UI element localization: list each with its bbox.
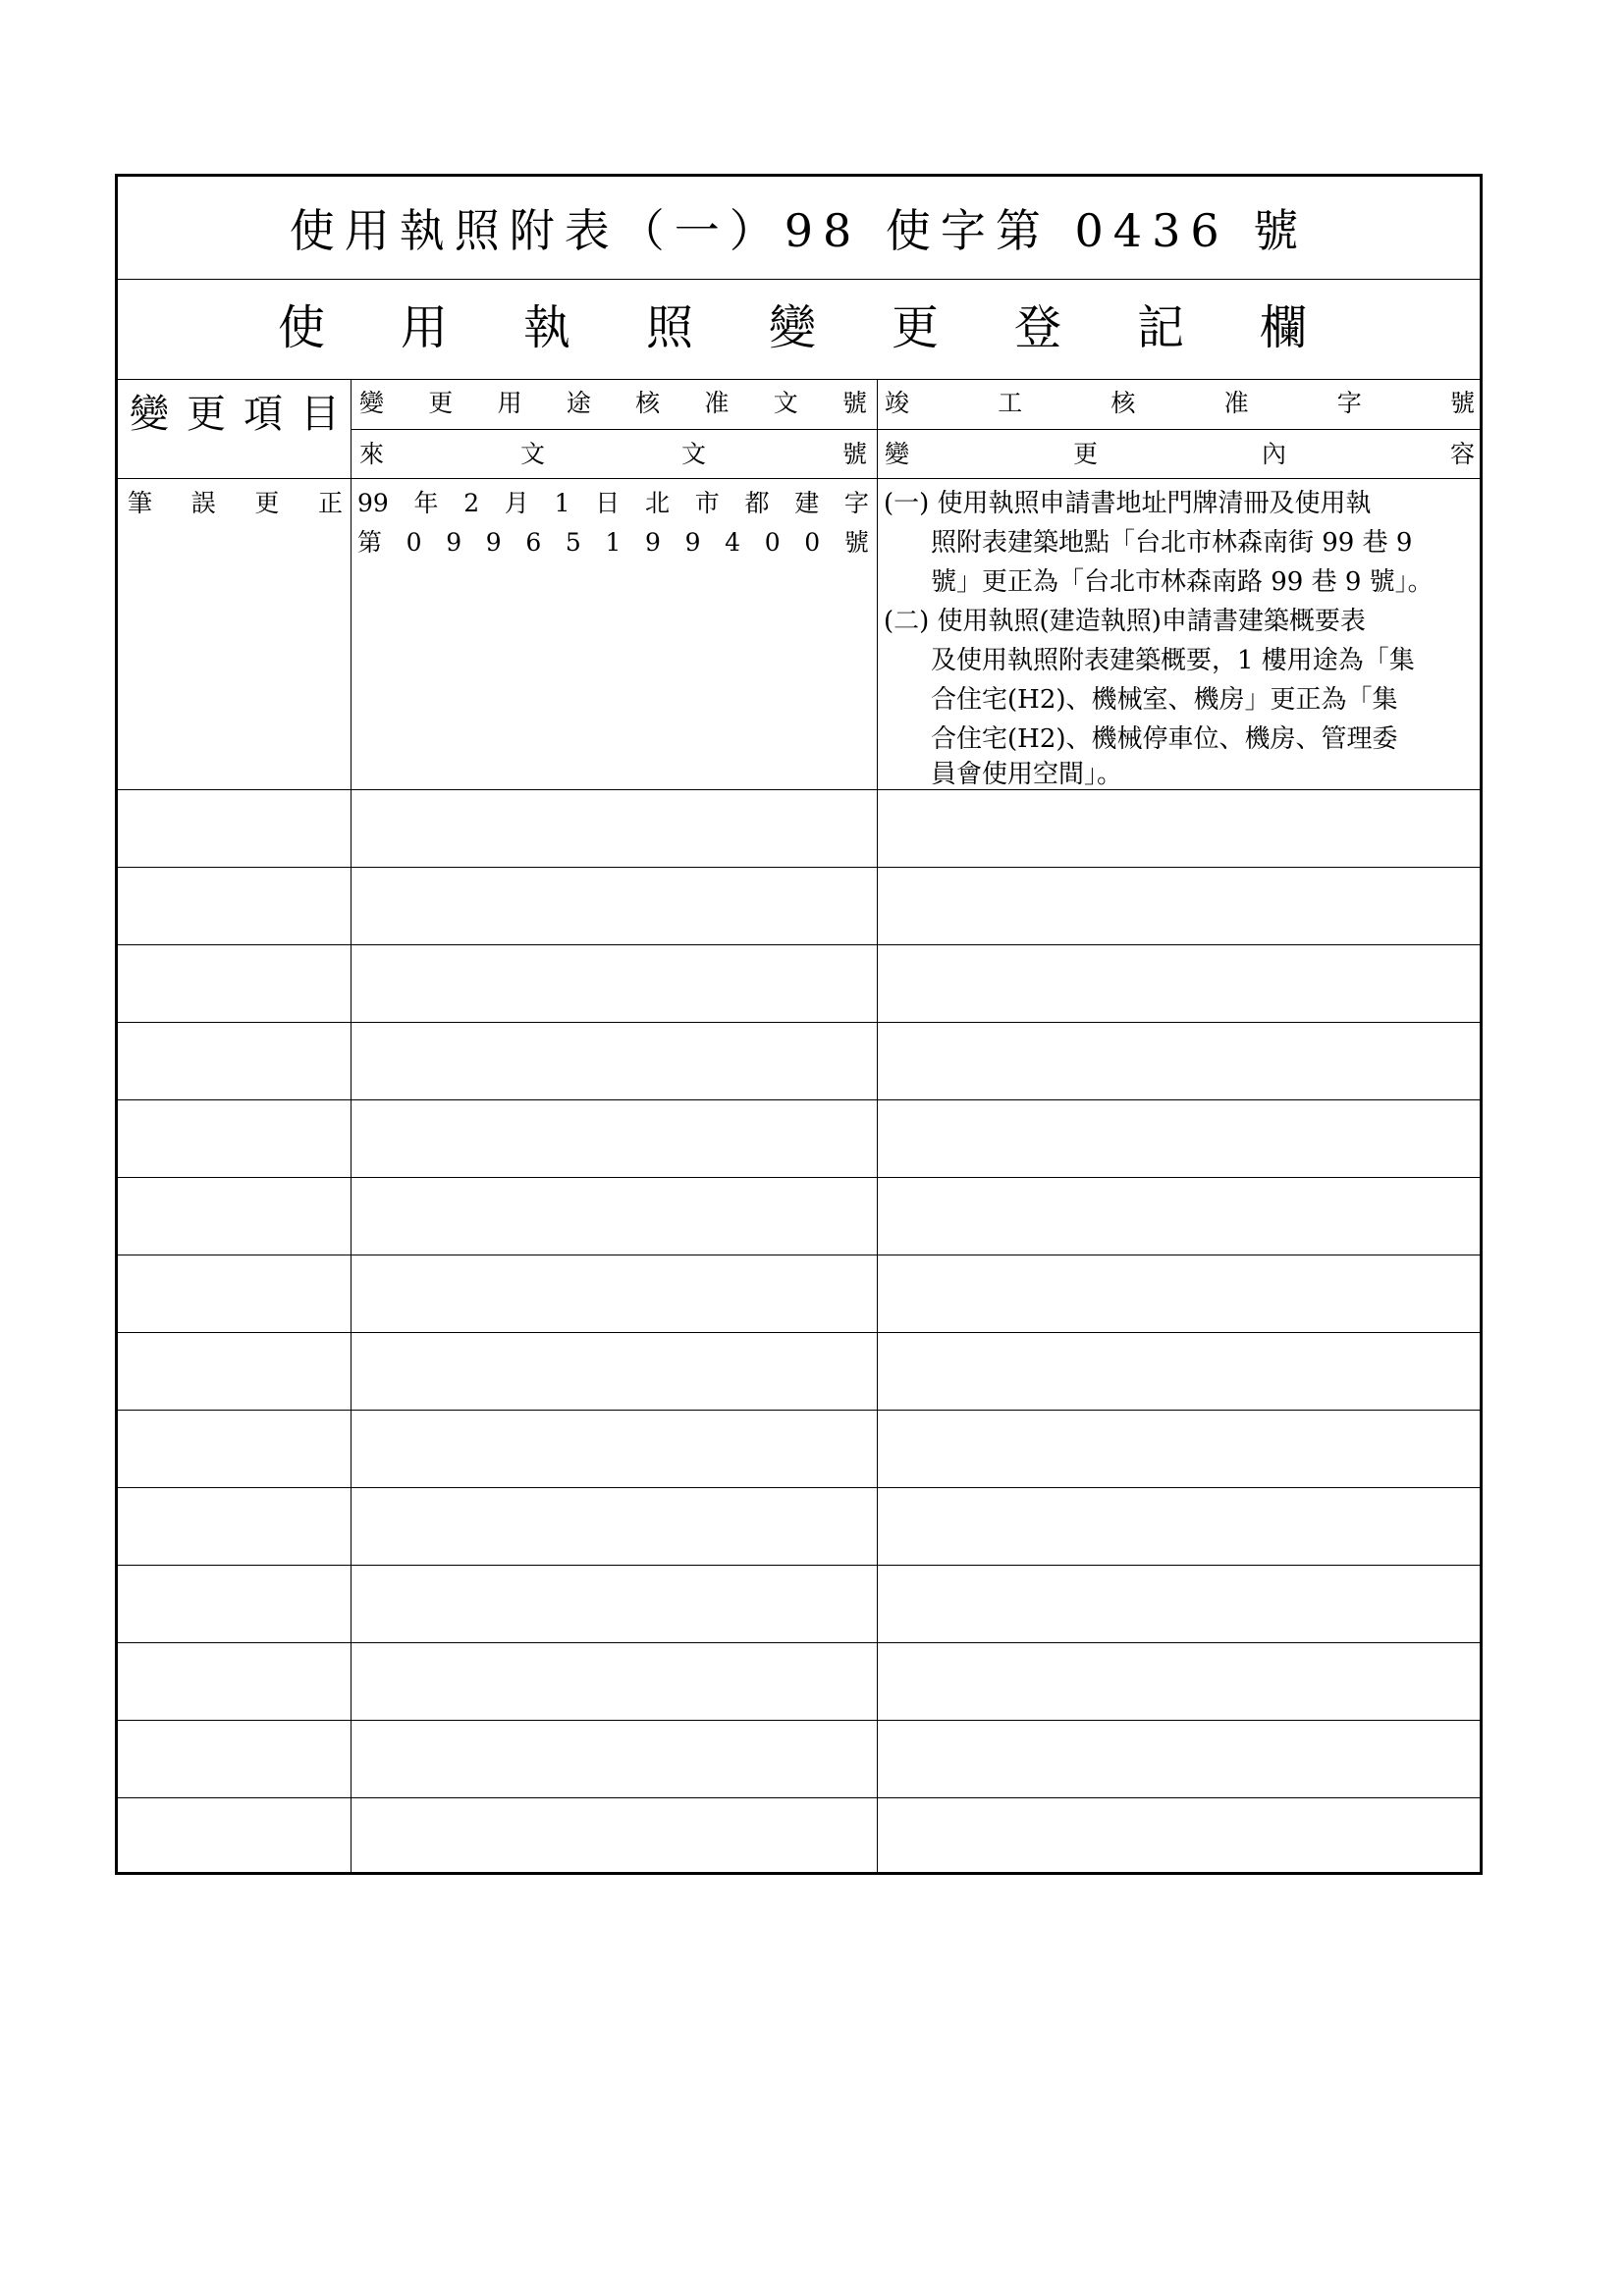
header-char: 文 bbox=[680, 440, 706, 468]
entry-doc-char: 6 bbox=[525, 528, 542, 557]
section-title-char: 更 bbox=[892, 300, 940, 355]
section-title-row bbox=[118, 279, 1480, 380]
row-line bbox=[118, 1487, 1483, 1488]
entry-content-line: 及使用執照附表建築概要，1 樓用途為「集 bbox=[931, 646, 1415, 675]
entry-doc-char: 年 bbox=[413, 489, 439, 517]
entry-doc-char: 號 bbox=[843, 528, 869, 557]
column-header-incoming bbox=[359, 442, 867, 466]
header-char: 變 bbox=[885, 440, 910, 468]
header-char: 號 bbox=[841, 389, 867, 417]
entry-doc-char: 字 bbox=[843, 489, 869, 517]
header-bottom-line bbox=[118, 478, 1483, 479]
column-header-item: 變更項目 bbox=[130, 392, 357, 437]
entry-doc-line-1 bbox=[357, 491, 869, 515]
entry-doc-char: 9 bbox=[485, 528, 502, 557]
section-title-char: 記 bbox=[1137, 300, 1185, 355]
entry-doc-char: 4 bbox=[725, 528, 741, 557]
header-char: 容 bbox=[1449, 440, 1475, 468]
column-divider bbox=[351, 379, 352, 1872]
header-char: 文 bbox=[773, 389, 798, 417]
header-char: 用 bbox=[497, 389, 522, 417]
entry-doc-char: 1 bbox=[605, 528, 622, 557]
entry-item-char: 更 bbox=[254, 489, 280, 517]
section-title-char: 照 bbox=[646, 300, 694, 355]
header-char: 內 bbox=[1261, 440, 1286, 468]
entry-content-line: 合住宅(H2)、機械室、機房」更正為「集 bbox=[931, 685, 1398, 715]
form-title-row bbox=[118, 177, 1480, 280]
header-subdivider bbox=[351, 429, 1483, 430]
header-char: 號 bbox=[1449, 389, 1475, 417]
row-line bbox=[118, 1022, 1483, 1023]
section-title-char: 用 bbox=[401, 300, 449, 355]
header-char: 更 bbox=[1072, 440, 1098, 468]
entry-doc-char: 0 bbox=[804, 528, 821, 557]
header-char: 來 bbox=[359, 440, 385, 468]
row-line bbox=[118, 1642, 1483, 1643]
entry-doc-char: 日 bbox=[595, 489, 621, 517]
row-line bbox=[118, 1099, 1483, 1100]
entry-content-line: 照附表建築地點「台北市林森南街 99 巷 9 bbox=[931, 528, 1413, 558]
section-title-char: 使 bbox=[278, 300, 326, 355]
column-header-completion bbox=[885, 391, 1475, 415]
row-line bbox=[118, 1177, 1483, 1178]
entry-doc-char: 2 bbox=[463, 489, 480, 517]
row-line bbox=[118, 1332, 1483, 1333]
header-char: 字 bbox=[1336, 389, 1362, 417]
row-line bbox=[118, 867, 1483, 868]
header-char: 途 bbox=[566, 389, 591, 417]
entry-doc-char: 9 bbox=[645, 528, 661, 557]
row-line bbox=[118, 1565, 1483, 1566]
column-divider bbox=[877, 379, 878, 1872]
entry-doc-char: 月 bbox=[504, 489, 529, 517]
section-title-char: 登 bbox=[1014, 300, 1062, 355]
entry-content-line: (二) 使用執照(建造執照)申請書建築概要表 bbox=[884, 607, 1366, 636]
entry-content-line: 員會使用空間」。 bbox=[931, 760, 1123, 789]
header-char: 工 bbox=[998, 389, 1023, 417]
section-title-char: 欄 bbox=[1260, 300, 1308, 355]
entry-content-line: 號」更正為「台北市林森南路 99 巷 9 號」。 bbox=[931, 567, 1434, 597]
entry-doc-char: 5 bbox=[565, 528, 581, 557]
entry-item bbox=[128, 491, 343, 515]
entry-doc-line-2 bbox=[357, 530, 869, 555]
entry-doc-char: 北 bbox=[644, 489, 670, 517]
entry-doc-char: 都 bbox=[744, 489, 770, 517]
header-char: 變 bbox=[359, 389, 385, 417]
row-line bbox=[118, 1410, 1483, 1411]
column-header-content bbox=[885, 442, 1475, 466]
row-line bbox=[118, 789, 1483, 790]
entry-item-char: 筆 bbox=[128, 489, 153, 517]
entry-content-line: (一) 使用執照申請書地址門牌清冊及使用執 bbox=[884, 489, 1372, 518]
header-char: 文 bbox=[519, 440, 545, 468]
form-title: 使用執照附表（一）98 使字第 0436 號 bbox=[289, 204, 1309, 257]
row-line bbox=[118, 1797, 1483, 1798]
entry-doc-char: 建 bbox=[794, 489, 820, 517]
entry-item-char: 正 bbox=[317, 489, 343, 517]
header-char: 准 bbox=[1223, 389, 1249, 417]
header-char: 更 bbox=[428, 389, 454, 417]
header-char: 竣 bbox=[885, 389, 910, 417]
row-line bbox=[118, 1720, 1483, 1721]
license-change-form bbox=[115, 174, 1483, 1875]
entry-doc-char: 0 bbox=[406, 528, 422, 557]
entry-doc-char: 0 bbox=[764, 528, 781, 557]
section-title-char: 變 bbox=[769, 300, 817, 355]
entry-doc-char: 99 bbox=[357, 489, 389, 517]
entry-doc-char: 1 bbox=[554, 489, 570, 517]
section-title-char: 執 bbox=[523, 300, 571, 355]
row-line bbox=[118, 944, 1483, 945]
entry-doc-char: 9 bbox=[684, 528, 701, 557]
column-header-approval bbox=[359, 391, 867, 415]
header-char: 核 bbox=[635, 389, 661, 417]
entry-content-line: 合住宅(H2)、機械停車位、機房、管理委 bbox=[931, 724, 1398, 754]
header-char: 號 bbox=[841, 440, 867, 468]
entry-doc-char: 9 bbox=[446, 528, 462, 557]
entry-doc-char: 第 bbox=[357, 528, 383, 557]
header-char: 核 bbox=[1110, 389, 1136, 417]
entry-doc-char: 市 bbox=[694, 489, 720, 517]
header-char: 准 bbox=[704, 389, 730, 417]
entry-item-char: 誤 bbox=[190, 489, 216, 517]
